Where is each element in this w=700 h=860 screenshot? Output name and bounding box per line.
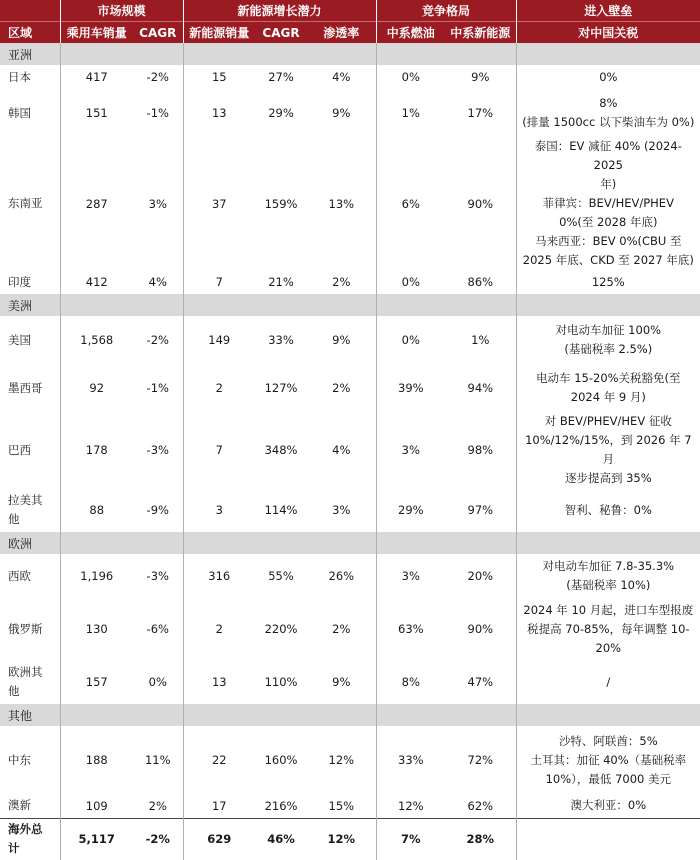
col-nev-cagr: CAGR xyxy=(255,22,307,44)
cn-ice-share-cell: 39% xyxy=(376,364,445,412)
cn-nev-share-cell: 20% xyxy=(467,569,494,583)
tariff-line: 10%/12%/15%，到 2026 年 7 月 xyxy=(525,433,692,466)
nev-sales-cell: 17 xyxy=(183,794,255,818)
tariff-cell xyxy=(516,65,700,89)
cagr-cell: 11% xyxy=(144,753,171,767)
tariff-cell xyxy=(516,488,700,532)
cn-nev-share-cell: 28% xyxy=(445,818,516,860)
tariff-line: 2025 年底、CKD 至 2027 年底) xyxy=(522,253,694,267)
tariff-line: 电动车 15-20%关税豁免(至 xyxy=(536,371,681,385)
sales-cell: 157 xyxy=(60,660,133,704)
tariff-line: 对 BEV/PHEV/HEV 征收 xyxy=(544,414,672,428)
penetration-cell: 12% xyxy=(328,753,355,767)
table-row xyxy=(0,137,700,270)
tariff-line: 2024 年 9 月) xyxy=(570,390,646,404)
row-name-line: 欧洲其 xyxy=(8,665,43,679)
region-label: 亚洲 xyxy=(0,43,60,65)
cn-ice-share-cell: 8% xyxy=(376,660,445,704)
row-name: 东南亚 xyxy=(8,196,43,210)
nev-sales-cell: 13 xyxy=(183,660,255,704)
tariff-line: 对电动车加征 7.8-35.3% xyxy=(542,559,675,573)
tariff-cell xyxy=(516,598,700,660)
cn-nev-share-cell: 97% xyxy=(467,503,494,517)
penetration-cell: 2% xyxy=(332,275,351,289)
tariff-line: 125% xyxy=(591,274,625,289)
tariff-line: 泰国：EV 减征 40% (2024-2025 xyxy=(534,139,682,172)
tariff-line: 对电动车加征 100% xyxy=(555,323,662,337)
cagr-cell: -3% xyxy=(146,569,169,583)
table-row xyxy=(0,554,700,598)
tariff-cell xyxy=(516,89,700,137)
sales-cell: 188 xyxy=(60,726,133,794)
penetration-cell: 9% xyxy=(332,675,351,689)
row-name: 巴西 xyxy=(8,442,31,457)
row-name: 墨西哥 xyxy=(8,380,43,395)
tariff-cell xyxy=(516,818,700,860)
sales-cell: 178 xyxy=(60,412,133,488)
tariff-line: / xyxy=(606,674,611,689)
row-name: 俄罗斯 xyxy=(8,621,43,636)
table-row xyxy=(0,488,700,532)
row-name: 韩国 xyxy=(8,105,31,120)
cagr-cell: -2% xyxy=(133,818,183,860)
penetration-cell: 9% xyxy=(332,333,351,347)
cn-ice-share-cell: 3% xyxy=(376,554,445,598)
nev-cagr-cell: 216% xyxy=(264,798,298,813)
header-nev-potential: 新能源增长潜力 xyxy=(183,0,376,22)
nev-sales-cell: 2 xyxy=(183,598,255,660)
penetration-cell: 12% xyxy=(307,818,376,860)
col-cn-ice: 中系燃油 xyxy=(376,22,445,44)
header-competition: 竞争格局 xyxy=(376,0,516,22)
tariff-line: 土耳其：加征 40%（基础税率 xyxy=(530,752,687,767)
nev-sales-cell: 37 xyxy=(183,137,255,270)
tariff-line: 10%），最低 7000 美元 xyxy=(545,771,671,786)
table-row xyxy=(0,794,700,818)
nev-cagr-cell: 27% xyxy=(268,70,294,84)
sales-cell: 5,117 xyxy=(60,818,133,860)
tariff-line: (排量 1500cc 以下柴油车为 0%) xyxy=(522,115,695,129)
table-row xyxy=(0,412,700,488)
row-name: 澳新 xyxy=(8,798,31,813)
header-entry-barrier: 进入壁垒 xyxy=(516,0,700,22)
cagr-cell: -1% xyxy=(146,106,169,120)
nev-sales-cell: 13 xyxy=(183,89,255,137)
sales-cell: 417 xyxy=(60,65,133,89)
col-nev-sales: 新能源销量 xyxy=(183,22,255,44)
cn-ice-share-cell: 0% xyxy=(376,270,445,294)
penetration-cell: 2% xyxy=(332,381,351,395)
row-name: 西欧 xyxy=(8,568,31,583)
cn-ice-share-cell: 29% xyxy=(376,488,445,532)
region-row-asia xyxy=(0,43,700,65)
header-market-size: 市场规模 xyxy=(60,0,183,22)
sales-cell: 109 xyxy=(60,794,133,818)
col-cagr: CAGR xyxy=(133,22,183,44)
cagr-cell: -2% xyxy=(146,70,169,84)
tariff-cell xyxy=(516,316,700,364)
row-name-line: 他 xyxy=(8,684,20,698)
penetration-cell: 26% xyxy=(328,569,355,583)
table-row xyxy=(0,726,700,794)
cn-nev-share-cell: 17% xyxy=(467,106,494,120)
table-row xyxy=(0,65,700,89)
tariff-line: 马来西亚：BEV 0%(CBU 至 xyxy=(535,234,682,248)
tariff-cell xyxy=(516,137,700,270)
region-label: 其他 xyxy=(0,704,60,726)
row-name-line: 计 xyxy=(8,841,20,856)
row-name-line: 拉美其 xyxy=(8,493,43,507)
sales-cell: 1,196 xyxy=(60,554,133,598)
tariff-line: 8% xyxy=(599,96,618,110)
table-row xyxy=(0,364,700,412)
total-row xyxy=(0,818,700,860)
cagr-cell: 0% xyxy=(148,675,167,689)
nev-cagr-cell: 110% xyxy=(264,675,298,689)
table-row xyxy=(0,89,700,137)
penetration-cell: 9% xyxy=(332,106,351,120)
cagr-cell: -1% xyxy=(146,381,169,395)
nev-cagr-cell: 21% xyxy=(268,275,294,289)
nev-sales-cell: 629 xyxy=(183,818,255,860)
cn-ice-share-cell: 1% xyxy=(376,89,445,137)
row-name xyxy=(0,660,60,704)
cagr-cell: -6% xyxy=(146,622,169,636)
nev-cagr-cell: 55% xyxy=(268,569,294,583)
nev-sales-cell: 22 xyxy=(183,726,255,794)
cn-nev-share-cell: 62% xyxy=(467,798,494,813)
cn-ice-share-cell: 12% xyxy=(376,794,445,818)
nev-cagr-cell: 127% xyxy=(264,381,298,395)
cn-nev-share-cell: 98% xyxy=(467,443,494,457)
cagr-cell: 3% xyxy=(148,196,167,211)
sales-cell: 287 xyxy=(60,137,133,270)
cn-ice-share-cell: 0% xyxy=(376,316,445,364)
nev-sales-cell: 316 xyxy=(183,554,255,598)
tariff-cell xyxy=(516,660,700,704)
nev-sales-cell: 3 xyxy=(183,488,255,532)
region-row-europe xyxy=(0,532,700,554)
region-label: 欧洲 xyxy=(0,532,60,554)
row-name xyxy=(0,488,60,532)
tariff-line: 菲律宾：BEV/HEV/PHEV xyxy=(542,196,674,210)
tariff-line: (基础税率 2.5%) xyxy=(564,342,653,356)
table-row xyxy=(0,598,700,660)
header-group-row xyxy=(0,0,700,22)
row-name: 日本 xyxy=(8,69,31,84)
col-cn-nev: 中系新能源 xyxy=(445,22,516,44)
tariff-line: 智利、秘鲁：0% xyxy=(564,502,652,517)
table-row xyxy=(0,270,700,294)
nev-cagr-cell: 159% xyxy=(264,196,298,211)
tariff-line: 20% xyxy=(595,640,622,655)
tariff-cell xyxy=(516,726,700,794)
tariff-cell xyxy=(516,554,700,598)
col-penetration: 渗透率 xyxy=(307,22,376,44)
col-region: 区域 xyxy=(0,22,60,44)
cn-nev-share-cell: 72% xyxy=(467,753,494,767)
sales-cell: 151 xyxy=(60,89,133,137)
penetration-cell: 4% xyxy=(332,70,351,84)
tariff-line: 2024 年 10 月起，进口车型报废 xyxy=(523,602,694,617)
nev-cagr-cell: 29% xyxy=(268,106,294,120)
cn-ice-share-cell: 33% xyxy=(376,726,445,794)
tariff-line: 0%(至 2028 年底) xyxy=(559,215,658,229)
cn-nev-share-cell: 1% xyxy=(471,333,490,347)
nev-cagr-cell: 46% xyxy=(255,818,307,860)
penetration-cell: 13% xyxy=(328,196,355,211)
row-name-line: 他 xyxy=(8,512,20,526)
row-name: 印度 xyxy=(8,274,31,289)
tariff-cell xyxy=(516,412,700,488)
cn-ice-share-cell: 63% xyxy=(376,598,445,660)
nev-cagr-cell: 160% xyxy=(264,753,298,767)
region-row-other xyxy=(0,704,700,726)
nev-sales-cell: 7 xyxy=(183,412,255,488)
tariff-cell xyxy=(516,794,700,818)
tariff-line: 0% xyxy=(599,69,618,84)
nev-sales-cell: 149 xyxy=(183,316,255,364)
table-row xyxy=(0,660,700,704)
tariff-line: 沙特、阿联酋：5% xyxy=(558,733,658,748)
tariff-line: 税提高 70-85%，每年调整 10- xyxy=(527,621,690,636)
sales-cell: 412 xyxy=(60,270,133,294)
tariff-line: 澳大利亚：0% xyxy=(570,798,647,813)
row-name: 中东 xyxy=(8,752,31,767)
row-name: 美国 xyxy=(8,332,31,347)
sales-cell: 130 xyxy=(60,598,133,660)
nev-cagr-cell: 114% xyxy=(264,503,298,517)
tariff-cell xyxy=(516,270,700,294)
col-sales: 乘用车销量 xyxy=(60,22,133,44)
penetration-cell: 2% xyxy=(332,622,351,636)
cagr-cell: 4% xyxy=(148,275,167,289)
cn-nev-share-cell: 86% xyxy=(467,275,494,289)
cagr-cell: 2% xyxy=(148,798,167,813)
row-name-line: 海外总 xyxy=(8,822,43,837)
penetration-cell: 3% xyxy=(332,503,351,517)
region-label: 美洲 xyxy=(0,294,60,316)
nev-sales-cell: 2 xyxy=(183,364,255,412)
cn-nev-share-cell: 90% xyxy=(467,622,494,636)
cn-nev-share-cell: 9% xyxy=(471,70,490,84)
cn-nev-share-cell: 47% xyxy=(467,675,494,689)
sales-cell: 1,568 xyxy=(60,316,133,364)
cn-ice-share-cell: 6% xyxy=(376,137,445,270)
penetration-cell: 15% xyxy=(328,798,355,813)
nev-sales-cell: 15 xyxy=(183,65,255,89)
nev-cagr-cell: 33% xyxy=(268,333,294,347)
nev-sales-cell: 7 xyxy=(183,270,255,294)
cn-nev-share-cell: 94% xyxy=(467,381,494,395)
row-name xyxy=(0,818,60,860)
sales-cell: 88 xyxy=(60,488,133,532)
table-row xyxy=(0,316,700,364)
cn-ice-share-cell: 7% xyxy=(376,818,445,860)
region-row-america xyxy=(0,294,700,316)
header-blank xyxy=(0,0,60,22)
nev-cagr-cell: 220% xyxy=(264,622,298,636)
tariff-cell xyxy=(516,364,700,412)
tariff-line: 年) xyxy=(600,177,617,191)
tariff-line: (基础税率 10%) xyxy=(566,578,651,592)
penetration-cell: 4% xyxy=(332,443,351,457)
cagr-cell: -2% xyxy=(146,333,169,347)
col-tariff: 对中国关税 xyxy=(516,22,700,44)
cagr-cell: -3% xyxy=(146,443,169,457)
sales-cell: 92 xyxy=(60,364,133,412)
tariff-line: 逐步提高到 35% xyxy=(564,471,652,485)
cagr-cell: -9% xyxy=(146,503,169,517)
cn-ice-share-cell: 3% xyxy=(376,412,445,488)
header-column-row xyxy=(0,22,700,44)
nev-cagr-cell: 348% xyxy=(264,443,298,457)
cn-ice-share-cell: 0% xyxy=(376,65,445,89)
cn-nev-share-cell: 90% xyxy=(467,196,494,211)
